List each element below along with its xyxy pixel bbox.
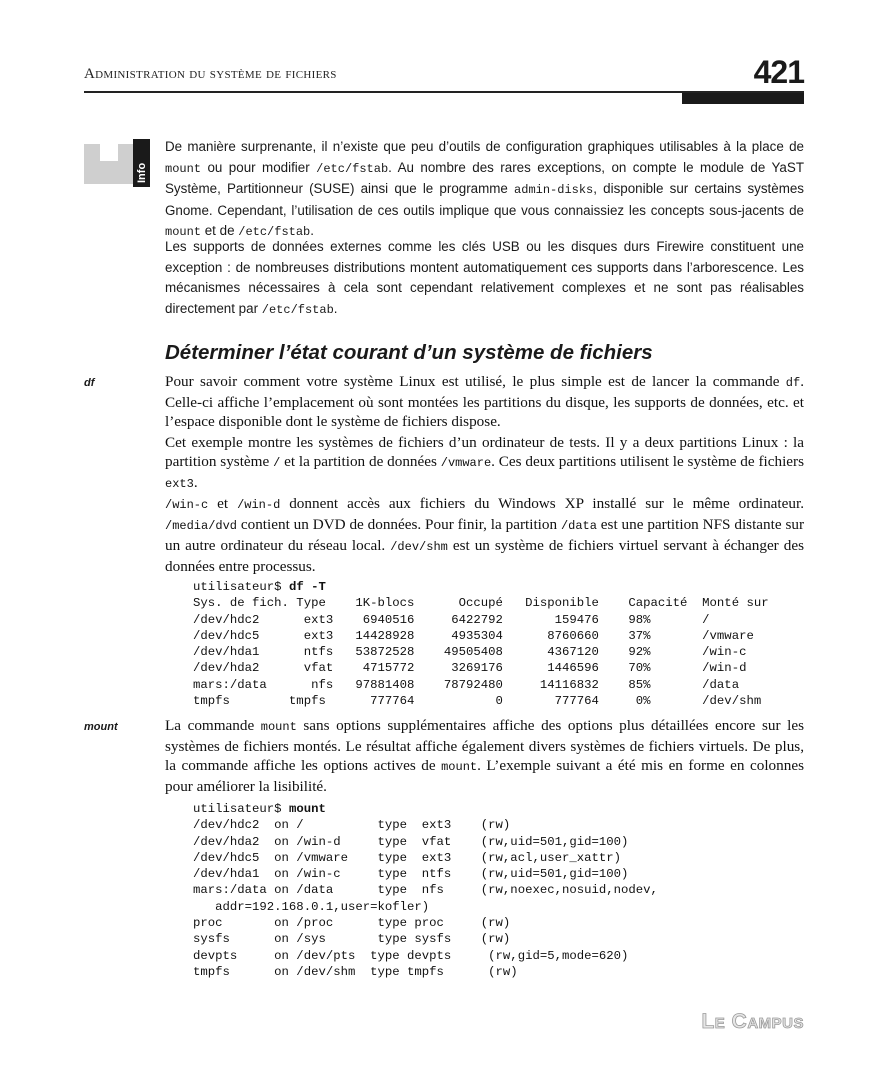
- code-line: /dev/hda1 on /win-c type ntfs (rw,uid=501,gid=100): [193, 867, 629, 882]
- inline-code: mount: [260, 720, 297, 734]
- inline-code: /data: [560, 519, 597, 533]
- page-number: 421: [753, 54, 804, 90]
- inline-code: /media/dvd: [165, 519, 238, 533]
- inline-code: mount: [165, 225, 202, 239]
- code-command: df -T: [288, 580, 326, 594]
- code-line: /dev/hdc2 on / type ext3 (rw): [193, 818, 511, 833]
- code-line: /dev/hda1 ntfs 53872528 49505408 4367120 92% /win-c: [193, 645, 747, 660]
- inline-code: /win-d: [237, 498, 281, 512]
- code-line: tmpfs on /dev/shm type tmpfs (rw): [193, 964, 518, 979]
- code-prompt: utilisateur$: [193, 580, 289, 594]
- section-heading: Déterminer l’état courant d’un système de fichiers: [165, 341, 653, 364]
- publisher-logo: Le Campus: [701, 1010, 804, 1033]
- inline-code: /win-c: [165, 498, 209, 512]
- inline-code: /: [273, 456, 281, 470]
- code-prompt: utilisateur$: [193, 802, 289, 816]
- header-tab-block: [682, 93, 804, 104]
- code-command: mount: [288, 802, 326, 816]
- code-line: /dev/hda2 on /win-d type vfat (rw,uid=501,gid=100): [193, 834, 629, 849]
- paragraph-df-intro: Pour savoir comment votre système Linux est utilisé, le plus simple est de lancer la commande df. Celle-ci affiche l’emplacement où sont montées les partitions du disque, les supports de données, etc. et l’espace disponible dont le système de fichiers dispose.: [165, 373, 804, 430]
- inline-code: mount: [441, 760, 478, 774]
- paragraph-df-example: Cet exemple montre les systèmes de fichiers d’un ordinateur de tests. Il y a deux partitions Linux : la partition système / et la partition de données /vmware. Ces deux partitions utilisent le système de fichiers ext3.: [165, 434, 805, 491]
- code-line: /dev/hdc2 ext3 6940516 6422792 159476 98% /: [193, 612, 710, 627]
- inline-code: /etc/fstab: [316, 161, 389, 176]
- inline-code: ext3: [165, 477, 194, 491]
- code-line: /dev/hda2 vfat 4715772 3269176 1446596 70% /win-d: [193, 661, 747, 676]
- code-line: mars:/data nfs 97881408 78792480 14116832 85% /data: [193, 677, 740, 692]
- code-line: tmpfs tmpfs 777764 0 777764 0% /dev/shm: [193, 694, 762, 709]
- code-line: proc on /proc type proc (rw): [193, 916, 511, 931]
- code-line: sysfs on /sys type sysfs (rw): [193, 932, 511, 947]
- code-line: /dev/hdc5 ext3 14428928 4935304 8760660 37% /vmware: [193, 628, 754, 643]
- running-title: Administration du système de fichiers: [84, 66, 337, 82]
- inline-code: /etc/fstab: [238, 225, 311, 239]
- code-block-df: [193, 579, 769, 709]
- paragraph-mount: La commande mount sans options supplémentaires affiche des options plus détaillées encore sur les systèmes de fichiers montés. Le résultat affiche également divers systèmes de fichiers virtuels. De plus, la commande affiche les options actives de mount. L’exemple suivant a été mis en forme en colonnes pour améliorer la lisibilité.: [165, 717, 804, 795]
- info-icon: [84, 139, 152, 187]
- code-line: addr=192.168.0.1,user=kofler): [193, 899, 430, 914]
- code-line: /dev/hdc5 on /vmware type ext3 (rw,acl,user_xattr): [193, 850, 622, 865]
- code-line: mars:/data on /data type nfs (rw,noexec,nosuid,nodev,: [193, 883, 658, 898]
- code-block-mount: [193, 801, 658, 980]
- inline-code: admin-disks: [514, 183, 594, 197]
- info-paragraph-2: Les supports de données externes comme les clés USB ou les disques durs Firewire constituent une exception : de nombreuses distributions montent automatiquement ces supports dans l’arborescence. Les mécanismes nécessaires à cela sont cependant relativement complexes et ne sont pas réalisables directement par /etc/fstab.: [165, 239, 804, 317]
- info-paragraph-1: De manière surprenante, il n’existe que peu d’outils de configuration graphiques utilisables à la place de mount ou pour modifier /etc/fstab. Au nombre des rares exceptions, on compte le module de YaST Système, Partitionneur (SUSE) ainsi que le programme admin-disks, disponible sur certains systèmes Gnome. Cependant, l’utilisation de ces outils implique que vous connaissiez les concepts sous-jacents de mount et de /etc/fstab.: [165, 139, 804, 239]
- inline-code: df: [785, 376, 801, 390]
- code-line: devpts on /dev/pts type devpts (rw,gid=5,mode=620): [193, 948, 629, 963]
- inline-code: /etc/fstab: [261, 302, 334, 317]
- margin-note-df: df: [84, 377, 95, 389]
- info-icon-label: Info: [136, 162, 148, 183]
- inline-code: /vmware: [440, 456, 492, 470]
- paragraph-df-windows: /win-c et /win-d donnent accès aux fichiers du Windows XP installé sur le même ordinateur. /media/dvd contient un DVD de données. Pour finir, la partition /data est une partition NFS distante sur un autre ordinateur du réseau local. /dev/shm est un système de fichiers virtuel servant à échanger des données entre processus.: [165, 495, 805, 575]
- inline-code: /dev/shm: [390, 540, 448, 554]
- inline-code: mount: [165, 161, 202, 176]
- code-line: Sys. de fich. Type 1K-blocs Occupé Disponible Capacité Monté sur: [193, 596, 769, 611]
- margin-note-mount: mount: [84, 721, 118, 733]
